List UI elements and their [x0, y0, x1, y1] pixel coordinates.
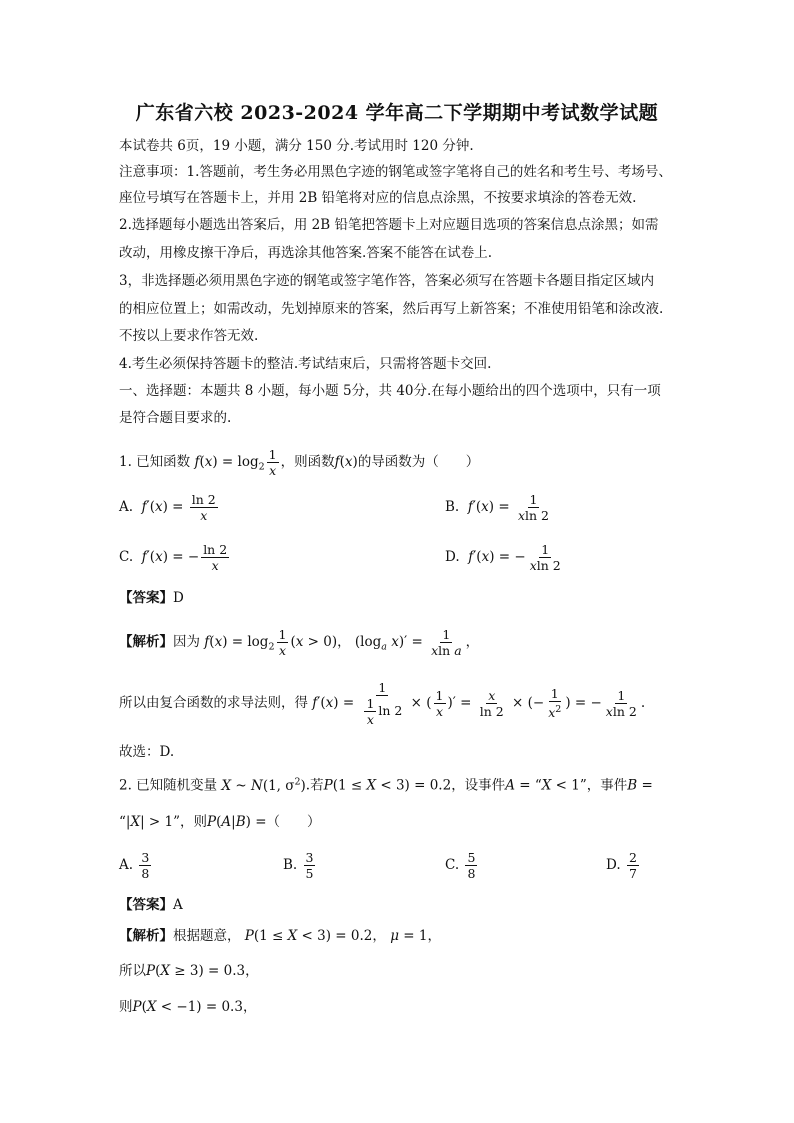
intro-line-9: 4.考生必须保持答题卡的整洁.考试结束后，只需将答题卡交回. — [119, 356, 492, 372]
q1-analysis: 【解析】因为 $f(x) = \log_2$ $\frac{1}{x}$ (x > 0)， ($\log_a$ x)′ = $\frac{1}{\text{xln a}}$ ， — [119, 627, 480, 658]
q2-option-c: C. $\frac{5}{8}$ — [445, 850, 476, 881]
q1-function-def: $f(x) = \log_2$ $\frac{1}{x}$ — [194, 447, 277, 478]
intro-line-5: 改动，用橡皮擦干净后，再选涂其他答案.答案不能答在试卷上. — [119, 245, 493, 261]
q1-option-c: C. f′(x) = − $\frac{\ln 2}{x}$ — [119, 542, 228, 573]
q1-stem-mid: ，则函数 — [280, 454, 335, 470]
q2-option-a: A. $\frac{3}{8}$ — [119, 850, 150, 881]
q1-analysis-sep: ， — [337, 634, 351, 650]
intro-line-4: 2.选择题每小题选出答案后，用 2B 铅笔把答题卡上对应题目选项的答案信息点涂黑；如需 — [119, 217, 659, 233]
intro-line-6: 3，非选择题必须用黑色字迹的钢笔或签字笔作答，答案必须写在答题卡各题目指定区域内 — [119, 273, 655, 289]
q1-analysis-tag: 【解析】 — [119, 634, 173, 650]
intro-line-7: 的相应位置上；如需改动，先划掉原来的答案，然后再写上新答案；不准使用铅笔和涂改液. — [119, 301, 664, 317]
q1-answer — [119, 589, 184, 607]
q2-option-d: D. $\frac{2}{7}$ — [606, 850, 637, 881]
q2-answer: 【答案】A — [119, 897, 183, 913]
q1-stem-suffix: 的导函数为（ ） — [357, 454, 480, 470]
intro-line-8: 不按以上要求作答无效. — [119, 328, 259, 344]
q1-stem-prefix: 1. 已知函数 — [119, 454, 191, 470]
page-title: 广东省六校 2023-2024 学年高二下学期期中考试数学试题 — [135, 102, 659, 124]
intro-line-1: 本试卷共 6页，19 小题，满分 150 分.考试用时 120 分钟. — [119, 138, 474, 154]
q1-option-a: A. f′(x) = $\frac{\ln 2}{x}$ — [119, 492, 216, 523]
q1-answer-tag: 【答案】 — [119, 590, 173, 606]
q2-stem-line-1: 2. 已知随机变量 X ~ N(1, $\sigma^2$).若P(1 ≤ X < 3) = 0.2，设事件A = “X < 1”，事件B = — [119, 776, 653, 794]
q1-option-d: D. f′(x) = − $\frac{1}{xln 2}$ — [445, 542, 561, 573]
q2-analysis-line-2: 所以P(X ≥ 3) = 0.3， — [119, 963, 259, 979]
q2-analysis-line-1: 【解析】根据题意， P(1 ≤ X < 3) = 0.2， μ = 1， — [119, 928, 441, 944]
q1-option-b: B. f′(x) = $\frac{1}{xln 2}$ — [445, 492, 549, 523]
q1-stem: 1. 已知函数 $f(x) = \log_2$ $\frac{1}{x}$ ，则函数f(x)的导函数为（ ） — [119, 447, 480, 478]
intro-line-3: 座位号填写在答题卡上，并用 2B 铅笔将对应的信息点涂黑，不按要求填涂的答卷无效. — [119, 190, 637, 206]
q1-derivation-text: 所以由复合函数的求导法则，得 — [119, 695, 308, 711]
q1-analysis-text: 因为 — [173, 634, 200, 650]
section-heading-line-2: 是符合题目要求的. — [119, 410, 232, 426]
section-heading-line-1: 一、选择题：本题共 8 小题，每小题 5分，共 40分.在每小题给出的四个选项中，只有一项 — [119, 383, 661, 399]
q2-option-b: B. $\frac{3}{5}$ — [283, 850, 314, 881]
q1-answer-value: D — [173, 590, 184, 606]
q2-stem-line-2: “|X| > 1”，则P(A|B) =（ ） — [119, 814, 321, 830]
q1-derivation: 所以由复合函数的求导法则，得 f′(x) = 1 $\frac{1}{x}$ ln 2 × ( $\frac{1}{x}$ )′ = $\frac{x}{\ln 2}$ × (− $\frac{1}{x^2}$ ) = − $\frac{1}{xln 2}$ . — [119, 680, 646, 727]
q2-analysis-line-3: 则P(X < −1) = 0.3， — [119, 999, 257, 1015]
q1-conclusion: 故选：D. — [119, 744, 175, 760]
intro-line-2: 注意事项：1.答题前，考生务必用黑色字迹的钢笔或签字笔将自己的姓名和考生号、考场号、 — [119, 164, 672, 180]
